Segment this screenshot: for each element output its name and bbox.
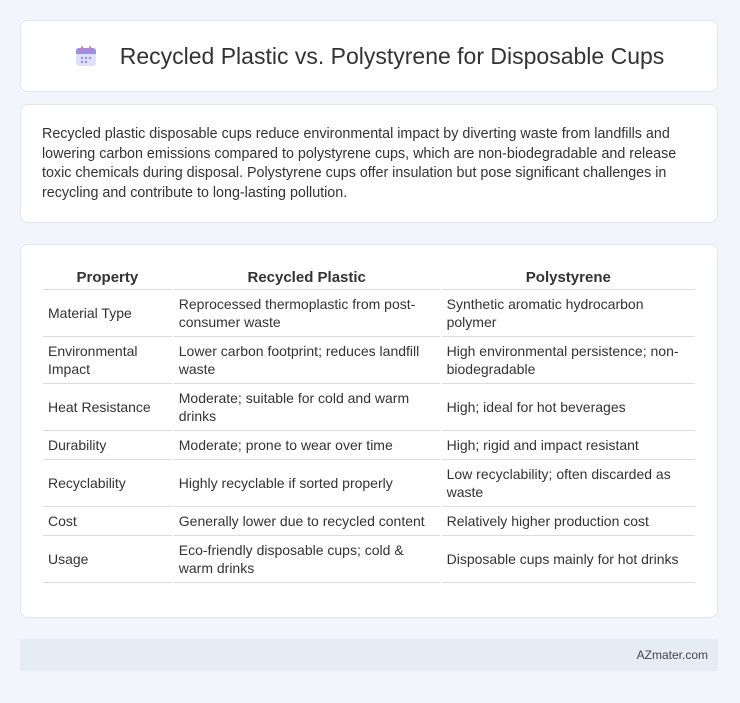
- header-polystyrene: Polystyrene: [442, 265, 695, 290]
- footer-site-name: AZmater.com: [636, 648, 708, 662]
- header-recycled-plastic: Recycled Plastic: [174, 265, 440, 290]
- table-row: [43, 337, 695, 384]
- cell-recycled-plastic: Reprocessed thermoplastic from post-consumer waste: [174, 290, 440, 337]
- cell-recycled-plastic: Generally lower due to recycled content: [174, 507, 440, 536]
- cell-property: Durability: [43, 431, 172, 460]
- page-title: Recycled Plastic vs. Polystyrene for Disposable Cups: [119, 42, 665, 69]
- cell-property: Recyclability: [43, 460, 172, 507]
- cell-polystyrene: High; rigid and impact resistant: [442, 431, 695, 460]
- summary-card: [20, 104, 718, 223]
- cell-polystyrene: Low recyclability; often discarded as waste: [442, 460, 695, 507]
- summary-text: Recycled plastic disposable cups reduce environmental impact by diverting waste from landfills and lowering carbon emissions compared to polystyrene cups, which are non-biodegradable and release toxic chemicals during disposal. Polystyrene cups offer insulation but pose significant challenges in recycling and contribute to long-lasting pollution.: [42, 126, 677, 201]
- cell-polystyrene: Relatively higher production cost: [442, 507, 695, 536]
- header-property: Property: [43, 265, 172, 290]
- footer: [20, 639, 718, 671]
- table-header-row: [43, 265, 695, 290]
- calendar-icon: [74, 44, 98, 68]
- cell-recycled-plastic: Eco-friendly disposable cups; cold & warm drinks: [174, 536, 440, 583]
- comparison-table: [41, 265, 697, 583]
- cell-recycled-plastic: Moderate; suitable for cold and warm drinks: [174, 384, 440, 431]
- cell-recycled-plastic: Moderate; prone to wear over time: [174, 431, 440, 460]
- table-row: [43, 460, 695, 507]
- comparison-table-card: [20, 244, 718, 618]
- cell-polystyrene: Disposable cups mainly for hot drinks: [442, 536, 695, 583]
- cell-polystyrene: High; ideal for hot beverages: [442, 384, 695, 431]
- cell-property: Heat Resistance: [43, 384, 172, 431]
- cell-property: Environmental Impact: [43, 337, 172, 384]
- cell-recycled-plastic: Lower carbon footprint; reduces landfill waste: [174, 337, 440, 384]
- cell-property: Usage: [43, 536, 172, 583]
- title-card: [20, 20, 718, 92]
- table-row: [43, 507, 695, 536]
- table-row: [43, 536, 695, 583]
- table-row: [43, 431, 695, 460]
- cell-property: Cost: [43, 507, 172, 536]
- cell-polystyrene: Synthetic aromatic hydrocarbon polymer: [442, 290, 695, 337]
- table-row: [43, 384, 695, 431]
- table-row: [43, 290, 695, 337]
- cell-recycled-plastic: Highly recyclable if sorted properly: [174, 460, 440, 507]
- cell-property: Material Type: [43, 290, 172, 337]
- cell-polystyrene: High environmental persistence; non-biodegradable: [442, 337, 695, 384]
